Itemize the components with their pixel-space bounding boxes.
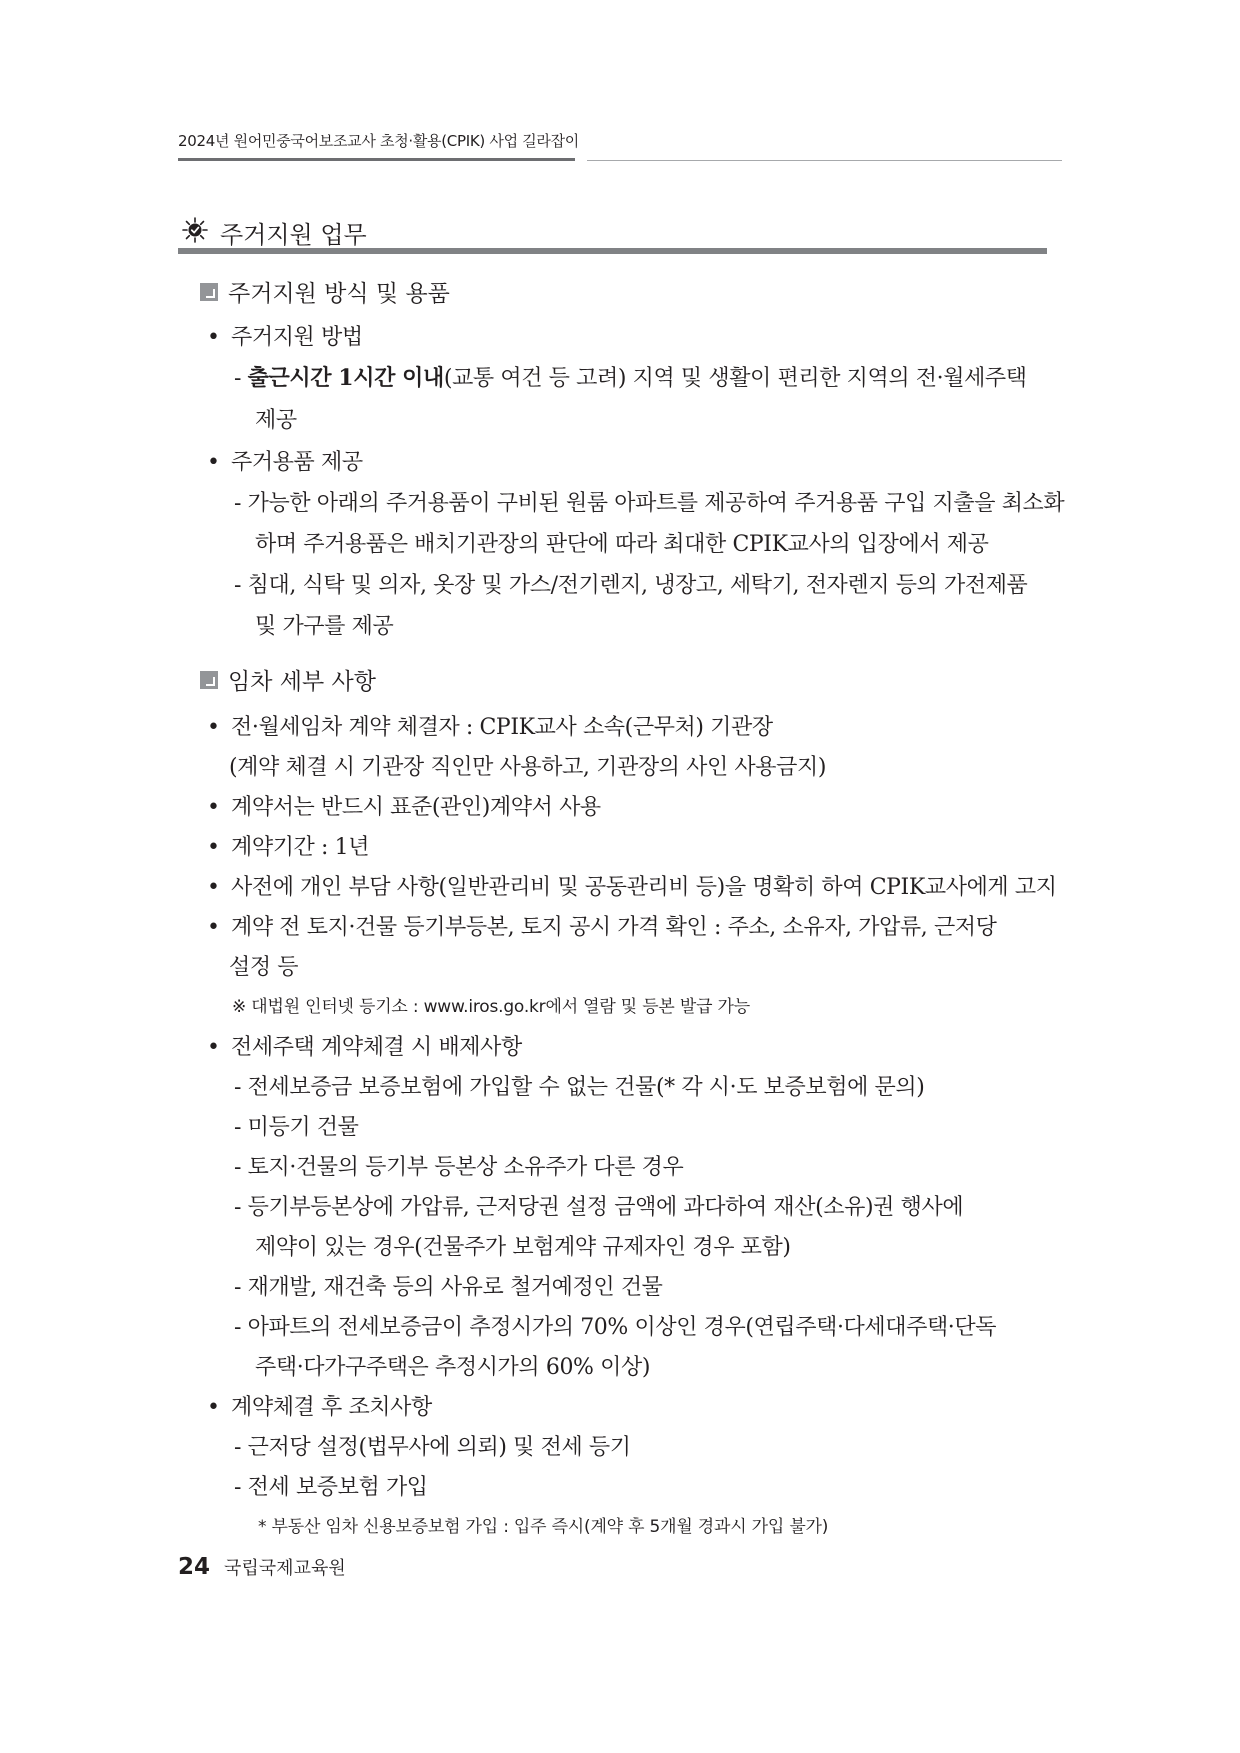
corner-square-icon bbox=[200, 283, 218, 301]
header-rule-light bbox=[587, 160, 1062, 161]
list-item: • 주거지원 방법 bbox=[207, 325, 363, 350]
list-item: - 출근시간 1시간 이내(교통 여건 등 고려) 지역 및 생활이 편리한 지역의 전·월세주택 bbox=[234, 365, 1027, 391]
section-title bbox=[182, 214, 367, 250]
list-item: - 근저당 설정(법무사에 의뢰) 및 전세 등기 bbox=[234, 1435, 631, 1460]
list-item: • 주거용품 제공 bbox=[207, 450, 363, 475]
list-item: • 전·월세임차 계약 체결자 : CPIK교사 소속(근무처) 기관장 bbox=[207, 715, 773, 740]
section-rule bbox=[178, 248, 1047, 254]
list-item-cont: 주택·다가구주택은 추정시가의 60% 이상) bbox=[255, 1355, 651, 1380]
list-item: - 전세 보증보험 가입 bbox=[234, 1475, 428, 1500]
list-item-cont: 제약이 있는 경우(건물주가 보험계약 규제자인 경우 포함) bbox=[255, 1235, 791, 1260]
list-item: • 계약서는 반드시 표준(관인)계약서 사용 bbox=[207, 795, 601, 820]
list-item: - 등기부등본상에 가압류, 근저당권 설정 금액에 과다하여 재산(소유)권 행사에 bbox=[234, 1195, 964, 1220]
list-item-cont: (계약 체결 시 기관장 직인만 사용하고, 기관장의 사인 사용금지) bbox=[229, 755, 827, 780]
note: ※ 대법원 인터넷 등기소 : www.iros.go.kr에서 열람 및 등본 발급 가능 bbox=[232, 997, 750, 1017]
footer-organization: 국립국제교육원 bbox=[224, 1558, 346, 1579]
supplies-bullet: 주거용품 제공 bbox=[231, 450, 363, 475]
list-item: - 침대, 식탁 및 의자, 옷장 및 가스/전기렌지, 냉장고, 세탁기, 전자렌지 등의 가전제품 bbox=[234, 573, 1028, 598]
list-item: • 사전에 개인 부담 사항(일반관리비 및 공동관리비 등)을 명확히 하여 CPIK교사에게 고지 bbox=[207, 875, 1057, 900]
list-item-cont: 제공 bbox=[255, 408, 297, 433]
page-footer bbox=[178, 1554, 346, 1580]
method-rest: (교통 여건 등 고려) 지역 및 생활이 편리한 지역의 전·월세주택 bbox=[443, 366, 1027, 391]
list-item: - 아파트의 전세보증금이 추정시가의 70% 이상인 경우(연립주택·다세대주택·단독 bbox=[234, 1315, 997, 1340]
list-item-cont: 하며 주거용품은 배치기관장의 판단에 따라 최대한 CPIK교사의 입장에서 제공 bbox=[255, 532, 989, 557]
housing-heading-text: 주거지원 방식 및 용품 bbox=[228, 281, 450, 307]
list-item-cont: 및 가구를 제공 bbox=[255, 614, 394, 639]
list-item: • 계약체결 후 조치사항 bbox=[207, 1395, 432, 1420]
list-item: • 계약기간 : 1년 bbox=[207, 835, 370, 860]
list-item: - 전세보증금 보증보험에 가입할 수 없는 건물(* 각 시·도 보증보험에 문의) bbox=[234, 1075, 925, 1100]
section-title-text: 주거지원 업무 bbox=[220, 220, 367, 249]
lease-heading-text: 임차 세부 사항 bbox=[228, 669, 376, 695]
running-header: 2024년 원어민중국어보조교사 초청·활용(CPIK) 사업 길라잡이 bbox=[178, 132, 579, 150]
corner-square-icon bbox=[200, 671, 218, 689]
list-item: - 토지·건물의 등기부 등본상 소유주가 다른 경우 bbox=[234, 1155, 684, 1180]
list-item: - 가능한 아래의 주거용품이 구비된 원룸 아파트를 제공하여 주거용품 구입 지출을 최소화 bbox=[234, 491, 1065, 516]
list-item: - 미등기 건물 bbox=[234, 1115, 359, 1140]
header-rule-dark bbox=[178, 158, 575, 161]
sun-check-icon bbox=[182, 217, 208, 247]
lease-heading bbox=[200, 663, 376, 696]
list-item: • 계약 전 토지·건물 등기부등본, 토지 공시 가격 확인 : 주소, 소유자, 가압류, 근저당 bbox=[207, 915, 997, 940]
note: * 부동산 임차 신용보증보험 가입 : 입주 즉시(계약 후 5개월 경과시 가입 불가) bbox=[258, 1517, 829, 1537]
method-bold: 출근시간 1시간 이내 bbox=[247, 365, 444, 391]
method-bullet: 주거지원 방법 bbox=[231, 325, 363, 350]
list-item: • 전세주택 계약체결 시 배제사항 bbox=[207, 1035, 522, 1060]
list-item: - 재개발, 재건축 등의 사유로 철거예정인 건물 bbox=[234, 1275, 663, 1300]
list-item-cont: 설정 등 bbox=[229, 955, 299, 980]
housing-heading bbox=[200, 275, 450, 308]
page-number: 24 bbox=[178, 1554, 211, 1580]
